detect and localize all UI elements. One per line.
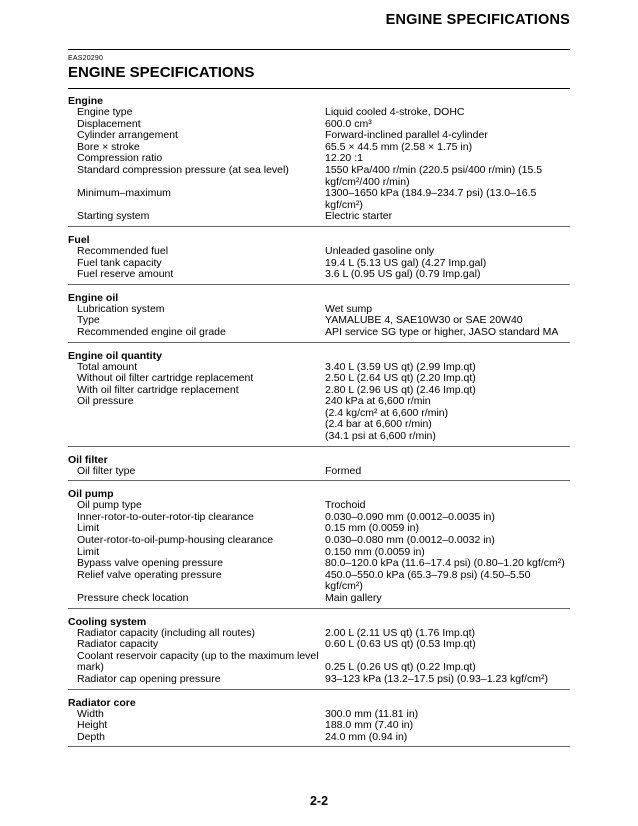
spec-label: Radiator capacity [77,638,159,651]
spec-label: Bore × stroke [77,140,140,153]
spec-row [68,396,570,442]
spec-value: YAMALUBE 4, SAE10W30 or SAE 20W40 [325,314,523,327]
spec-row [68,385,570,397]
spec-value: 600.0 cm³ [325,117,372,130]
document-title: ENGINE SPECIFICATIONS [68,64,255,81]
spec-value: 0.25 L (0.26 US qt) (0.22 Imp.qt) [325,661,476,674]
section-title: Engine [68,95,104,107]
spec-label: Standard compression pressure (at sea level) [77,163,289,176]
spec-label: Radiator cap opening pressure [77,672,221,685]
spec-label: Recommended fuel [77,244,169,257]
page-header-title: ENGINE SPECIFICATIONS [385,12,570,28]
spec-row [68,246,570,258]
spec-value: 2.50 L (2.64 US qt) (2.20 Imp.qt) [325,372,476,385]
spec-value: 0.60 L (0.63 US qt) (0.53 Imp.qt) [325,638,476,651]
spec-value: 0.030–0.090 mm (0.0012–0.0035 in) [325,510,495,523]
spec-value: 1550 kPa/400 r/min (220.5 psi/400 r/min) (15.5 kgf/cm²/400 r/min) [325,163,543,188]
spec-value: 12.20 :1 [325,152,363,165]
spec-value: Trochoid [325,499,366,512]
spec-section [68,290,570,343]
page-number: 2-2 [309,794,329,808]
spec-value: 93–123 kPa (13.2–17.5 psi) (0.93–1.23 kgf/cm²) [325,672,548,685]
spec-value: 450.0–550.0 kPa (65.3–79.8 psi) (4.50–5.50 kgf/cm²) [325,568,531,593]
spec-label: Starting system [77,210,150,223]
spec-label: Recommended engine oil grade [77,325,226,338]
spec-label: Width [77,707,104,720]
spec-label: Type [77,314,100,327]
spec-row [68,651,570,674]
spec-label: Total amount [77,360,138,373]
section-title: Engine oil [68,291,119,304]
spec-row [68,269,570,281]
spec-label: Fuel reserve amount [77,268,174,281]
spec-row [68,188,570,211]
spec-label: Inner-rotor-to-outer-rotor-tip clearance [77,510,254,523]
spec-row [68,512,570,524]
spec-label: Oil pump type [77,499,142,512]
spec-label: Displacement [77,117,141,130]
spec-value: 80.0–120.0 kPa (11.6–17.4 psi) (0.80–1.20 kgf/cm²) [325,557,565,570]
spec-section [68,348,570,447]
spec-row [68,593,570,605]
spec-value: 1300–1650 kPa (184.9–234.7 psi) (13.0–16.5 kgf/cm²) [325,187,537,211]
spec-label: Outer-rotor-to-oil-pump-housing clearance [77,534,274,547]
spec-section [68,695,570,748]
title-rule [68,88,570,89]
spec-value: 65.5 × 44.5 mm (2.58 × 1.75 in) [325,140,473,153]
spec-value: 2.80 L (2.96 US qt) (2.46 Imp.qt) [325,383,476,396]
spec-value: Unleaded gasoline only [325,244,435,257]
spec-label: Bypass valve opening pressure [77,557,223,570]
spec-value: Wet sump [325,302,373,315]
spec-value: 240 kPa at 6,600 r/min (2.4 kg/cm² at 6,600 r/min) (2.4 bar at 6,600 r/min) (34.1 psi at 6,600 r/min) [325,395,449,443]
spec-row [68,373,570,385]
spec-label: Without oil filter cartridge replacement [77,372,254,385]
spec-value: 19.4 L (5.13 US gal) (4.27 Imp.gal) [325,256,487,269]
spec-value: 0.030–0.080 mm (0.0012–0.0032 in) [325,534,495,547]
spec-label: Oil pressure [77,395,134,408]
spec-label: Limit [77,522,100,535]
spec-value: 24.0 mm (0.94 in) [325,730,408,743]
spec-label: Radiator capacity (including all routes) [77,626,256,639]
spec-row [68,674,570,686]
section-title: Fuel [68,233,90,246]
spec-label: Coolant reservoir capacity (up to the maximum level mark) [77,649,319,674]
spec-row [68,107,570,119]
spec-value: 188.0 mm (7.40 in) [325,719,414,732]
spec-section [68,486,570,608]
spec-label: Limit [77,545,100,558]
spec-value: Liquid cooled 4-stroke, DOHC [325,106,465,118]
spec-section [68,93,570,227]
spec-value: Main gallery [325,592,382,604]
document-code: EAS20290 [68,55,104,62]
spec-section [68,452,570,482]
spec-value: Forward-inclined parallel 4-cylinder [325,129,488,142]
spec-label: Lubrication system [77,302,165,315]
spec-row [68,165,570,188]
section-title: Radiator core [68,696,136,709]
spec-value: Electric starter [325,210,393,223]
spec-label: Relief valve operating pressure [77,568,222,581]
spec-row [68,327,570,339]
spec-value: 3.40 L (3.59 US qt) (2.99 Imp.qt) [325,360,476,373]
spec-label: Cylinder arrangement [77,129,178,142]
spec-value: Formed [325,464,362,477]
spec-value: 2.00 L (2.11 US qt) (1.76 Imp.qt) [325,626,475,639]
section-title: Cooling system [68,615,147,628]
spec-value: API service SG type or higher, JASO standard MA [325,325,559,338]
spec-value: 3.6 L (0.95 US gal) (0.79 Imp.gal) [325,268,481,281]
spec-label: Pressure check location [77,592,189,604]
spec-label: Engine type [77,106,133,118]
section-title: Oil pump [68,488,114,501]
spec-label: Minimum–maximum [77,187,171,200]
spec-label: Compression ratio [77,152,163,165]
spec-table [68,93,570,747]
section-title: Oil filter [68,453,108,466]
spec-label: Height [77,719,108,732]
spec-label: Fuel tank capacity [77,256,162,269]
spec-row [68,535,570,547]
spec-row [68,211,570,223]
spec-row [68,570,570,593]
spec-value: 0.15 mm (0.0059 in) [325,522,419,535]
spec-row [68,720,570,732]
spec-label: With oil filter cartridge replacement [77,383,239,396]
spec-row [68,130,570,142]
spec-row [68,466,570,478]
header-rule [68,49,570,50]
section-title: Engine oil quantity [68,349,162,362]
spec-section [68,614,570,690]
spec-label: Depth [77,730,106,743]
spec-row [68,709,570,721]
spec-row [68,732,570,744]
spec-value: 0.150 mm (0.0059 in) [325,545,425,558]
spec-section [68,232,570,285]
spec-label: Oil filter type [77,464,136,477]
spec-value: 300.0 mm (11.81 in) [325,707,419,720]
